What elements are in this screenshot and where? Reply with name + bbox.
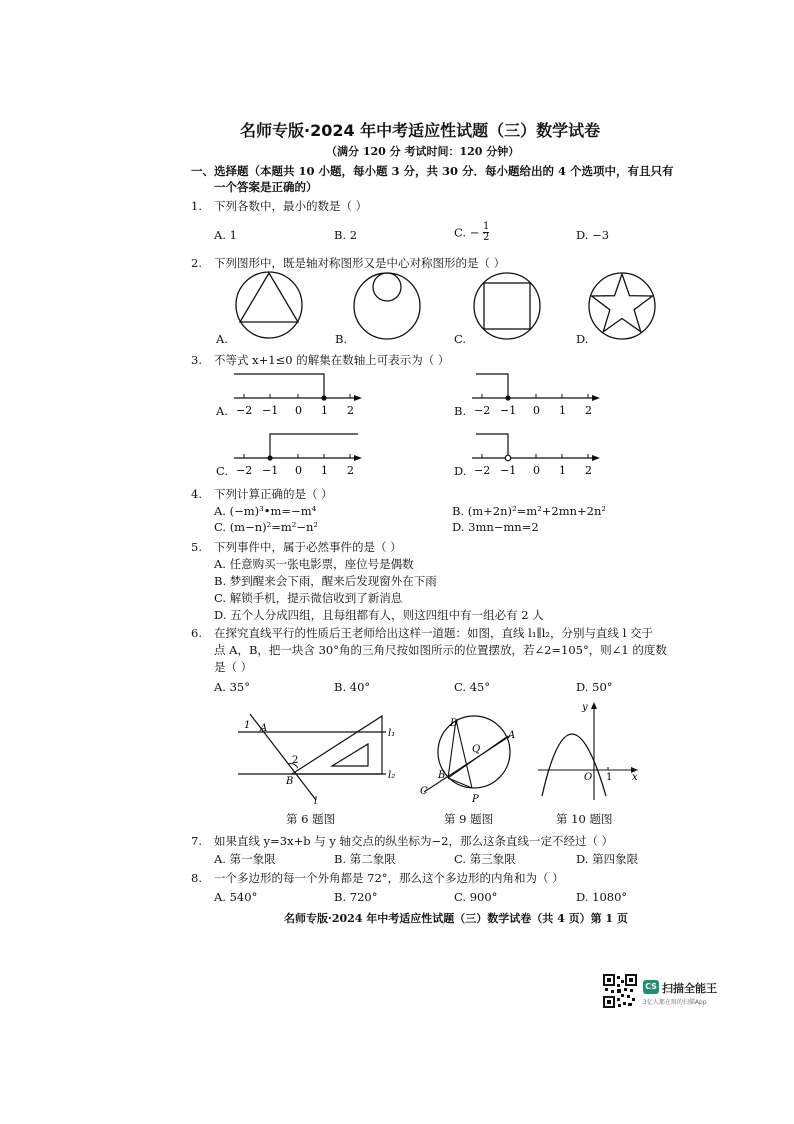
y-axis-label: y <box>582 702 588 713</box>
angle-2-label: 2 <box>292 755 299 766</box>
q1-number: 1. <box>191 199 202 213</box>
q3-stem: 不等式 x+1≤0 的解集在数轴上可表示为（ ） <box>214 353 450 367</box>
scanner-tagline: 3亿人都在用的扫描App <box>643 999 707 1006</box>
q4-stem: 下列计算正确的是（ ） <box>214 487 333 501</box>
tick-label: −1 <box>500 464 517 477</box>
q2-number: 2. <box>191 256 202 270</box>
q5-option-b: B. 梦到醒来会下雨，醒来后发现窗外在下雨 <box>214 574 437 588</box>
qr-code-icon <box>603 974 637 1008</box>
tick-label: −1 <box>262 464 279 477</box>
q6-option-d: D. 50° <box>576 680 613 694</box>
tick-label: −2 <box>236 464 253 477</box>
tick-label: −1 <box>262 404 279 417</box>
page-footer: 名师专版·2024 年中考适应性试题（三）数学试卷（共 4 页）第 1 页 <box>284 912 628 925</box>
q2-option-b: B. <box>335 332 348 346</box>
number-line-a <box>234 370 364 420</box>
q8-option-c: C. 900° <box>454 890 498 904</box>
figure-9-caption: 第 9 题图 <box>444 812 494 826</box>
q1-option-a: A. 1 <box>214 228 237 242</box>
point-d-label: D <box>450 718 459 729</box>
q2-option-a: A. <box>216 332 228 346</box>
tick-label: 1 <box>559 404 566 417</box>
q1-option-c-prefix: C. − <box>454 225 480 240</box>
label-l: 1 <box>244 720 251 731</box>
q7-option-d: D. 第四象限 <box>576 852 639 866</box>
q2-option-c: C. <box>454 332 467 346</box>
q8-option-a: A. 540° <box>214 890 258 904</box>
figure-9 <box>418 712 522 808</box>
figure-6-caption: 第 6 题图 <box>286 812 336 826</box>
tick-label: 0 <box>533 464 540 477</box>
tick-label: 2 <box>585 464 592 477</box>
tick-label: −2 <box>474 404 491 417</box>
fraction-denominator: 2 <box>483 232 490 243</box>
origin-label: O <box>584 772 593 783</box>
figure-10 <box>534 700 642 804</box>
q4-option-a: A. (−m)³•m=−m⁴ <box>214 504 317 518</box>
q8-number: 8. <box>191 871 202 885</box>
tick-label: −1 <box>500 404 517 417</box>
q1-option-b: B. 2 <box>334 228 358 242</box>
q3-number: 3. <box>191 353 202 367</box>
circle-star-figure <box>589 273 655 339</box>
q3-option-c: C. <box>216 464 229 478</box>
tick-label: 1 <box>559 464 566 477</box>
q7-number: 7. <box>191 834 202 848</box>
point-b-label: B <box>438 770 446 781</box>
tick-label: −2 <box>474 464 491 477</box>
tick-1-label: 1 <box>606 772 613 783</box>
tick-label: 1 <box>321 404 328 417</box>
scanner-logo: CS <box>643 980 659 994</box>
q6-option-b: B. 40° <box>334 680 371 694</box>
q2-option-d: D. <box>576 332 589 346</box>
q7-stem: 如果直线 y=3x+b 与 y 轴交点的纵坐标为−2，那么这条直线一定不经过（ ） <box>214 834 614 848</box>
x-axis-label: x <box>632 772 638 783</box>
q3-option-d: D. <box>454 464 467 478</box>
q2-stem: 下列图形中，既是轴对称图形又是中心对称图形的是（ ） <box>214 256 506 270</box>
tick-label: 2 <box>347 464 354 477</box>
number-line-c <box>234 430 364 480</box>
q2-figures <box>232 268 652 346</box>
q8-option-b: B. 720° <box>334 890 378 904</box>
tick-label: 2 <box>347 404 354 417</box>
tick-label: 0 <box>533 404 540 417</box>
number-line-b <box>472 370 602 420</box>
fraction <box>483 222 489 243</box>
tick-label: −2 <box>236 404 253 417</box>
line-l1-label: l₁ <box>388 728 396 739</box>
q7-option-c: C. 第三象限 <box>454 852 516 866</box>
circle-square-figure <box>474 273 540 339</box>
q4-option-c: C. (m−n)²=m²−n² <box>214 520 319 534</box>
q7-option-b: B. 第二象限 <box>334 852 396 866</box>
q1-option-c <box>454 222 489 243</box>
point-a-label: A <box>260 723 268 734</box>
q6-stem-line-2: 点 A，B，把一块含 30°角的三角尺按如图所示的位置摆放，若∠2=105°，则∠1 的度数 <box>214 643 667 657</box>
circle-triangle-figure <box>236 272 302 338</box>
line-l2-label: l₂ <box>388 770 396 781</box>
q5-stem: 下列事件中，属于必然事件的是（ ） <box>214 540 402 554</box>
q5-option-c: C. 解锁手机，提示微信收到了新消息 <box>214 591 403 605</box>
number-line-d <box>472 430 602 480</box>
q3-option-b: B. <box>454 404 467 418</box>
point-q-label: Q <box>472 744 481 755</box>
tick-label: 0 <box>295 404 302 417</box>
q5-option-d: D. 五个人分成四组，且每组都有人，则这四组中有一组必有 2 人 <box>214 608 544 622</box>
q4-option-b: B. (m+2n)²=m²+2mn+2n² <box>452 504 606 518</box>
figure-6 <box>236 712 408 808</box>
tick-label: 2 <box>585 404 592 417</box>
q1-option-d: D. −3 <box>576 228 610 242</box>
point-c-label: C <box>420 786 428 797</box>
q1-stem: 下列各数中，最小的数是（ ） <box>214 199 368 213</box>
line-l-label: l <box>314 796 318 807</box>
point-a-label: A <box>508 730 516 741</box>
tick-label: 0 <box>295 464 302 477</box>
q5-number: 5. <box>191 540 202 554</box>
tick-label: 1 <box>321 464 328 477</box>
point-b-label: B <box>286 776 294 787</box>
q3-option-a: A. <box>216 404 228 418</box>
q7-option-a: A. 第一象限 <box>214 852 276 866</box>
section-heading: 一、选择题（本题共 10 小题，每小题 3 分，共 30 分．每小题给出的 4 个选项中，有且只有 <box>191 164 674 178</box>
section-heading-cont: 一个答案是正确的） <box>214 180 318 194</box>
figure-10-caption: 第 10 题图 <box>556 812 613 826</box>
fraction-numerator: 1 <box>483 221 490 232</box>
q5-option-a: A. 任意购买一张电影票，座位号是偶数 <box>214 557 414 571</box>
q8-stem: 一个多边形的每一个外角都是 72°，那么这个多边形的内角和为（ ） <box>214 871 564 885</box>
q8-option-d: D. 1080° <box>576 890 628 904</box>
q4-number: 4. <box>191 487 202 501</box>
point-p-label: P <box>472 794 479 805</box>
q6-option-c: C. 45° <box>454 680 491 694</box>
q6-number: 6. <box>191 626 202 640</box>
scanner-brand: 扫描全能王 <box>662 982 717 995</box>
exam-info: （满分 120 分 考试时间：120 分钟） <box>326 145 520 158</box>
q4-option-d: D. 3mn−mn=2 <box>452 520 539 534</box>
q6-stem-line-3: 是（ ） <box>214 660 253 674</box>
q6-option-a: A. 35° <box>214 680 250 694</box>
circle-inner-circle-figure <box>354 273 420 339</box>
q6-stem-line-1: 在探究直线平行的性质后王老师给出这样一道题：如图，直线 l₁∥l₂，分别与直线 l 交于 <box>214 626 654 640</box>
page-title: 名师专版·2024 年中考适应性试题（三）数学试卷 <box>240 121 601 140</box>
